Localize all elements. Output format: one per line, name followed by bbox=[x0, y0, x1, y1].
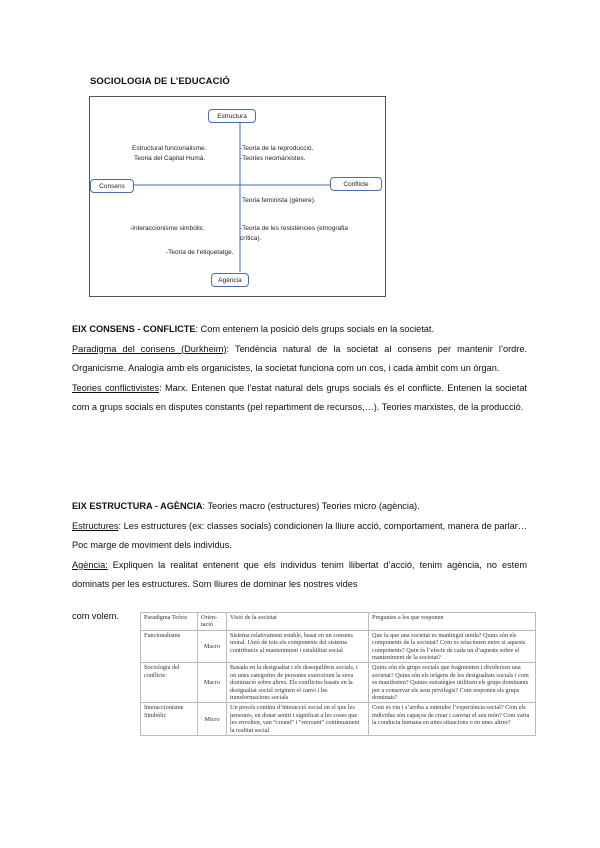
cell-questions: Com es viu i s’arriba a entendre l’experiència social? Com els individus són capaços de crear i canviar el seu món? Com varia la conducta humana en unes situacions o en unes altres? bbox=[369, 703, 536, 736]
cell-orient: Micro bbox=[198, 703, 227, 736]
term-estructures: Estructures bbox=[72, 520, 119, 531]
cell-vision: Sistema relativament estable, basat en un consens moral. Unió de tots els components del sistema contribueix al manteniment i estabilitat social bbox=[227, 630, 369, 663]
header-orientacio: Orien-tació bbox=[198, 613, 227, 631]
heading-eix-consens: EIX CONSENS - CONFLICTE bbox=[72, 324, 196, 334]
axes-diagram bbox=[89, 96, 386, 297]
header-preguntes: Preguntes a les que responen bbox=[369, 613, 536, 631]
cell-questions: Que fa que una societat es mantingui unida? Quins són els components de la societat? Com es relacionen entre si aquests components? Quin és l’efecte de cada un d’aquests sobre el manteniment de la societat? bbox=[369, 630, 536, 663]
label-estructural-funcionalisme: Estructural funcionalisme. bbox=[132, 145, 207, 152]
cell-orient: Macro bbox=[198, 663, 227, 703]
heading-eix-estructura: EIX ESTRUCTURA - AGÈNCIA bbox=[72, 501, 203, 511]
page-title: SOCIOLOGIA DE L’EDUCACIÓ bbox=[90, 76, 230, 87]
paragraph-tail: com volem. bbox=[72, 611, 119, 621]
node-estructura: Estructura bbox=[208, 109, 256, 123]
label-interaccionisme: -Interaccionisme simbòlic. bbox=[130, 225, 205, 232]
label-feminista: Teoria feminista (gènere). bbox=[242, 197, 316, 204]
cell-vision: Un procés continu d’interacció social en el que les persones, en donar sentit i significat a les coses que les envolten, van “creant” i “recreant” contínuament la realitat social bbox=[227, 703, 369, 736]
cell-questions: Quins són els grups socials que fragmenten i divideixen una societat? Quins són els orígens de les desigualtats socials i com es manifesten? Quines estratègies utilitzen els grups dominants per a conservar els seus privilegis? Com responen els grups dominats? bbox=[369, 663, 536, 703]
term-teories-conflictivistes: Teories conflictivistes bbox=[72, 382, 160, 393]
table-row bbox=[141, 703, 536, 736]
node-conflicte: Conflicte bbox=[330, 177, 382, 191]
paradigms-table bbox=[140, 612, 536, 736]
term-paradigma-consens: Paradigma del consens (Durkheim) bbox=[72, 343, 227, 354]
cell-paradigm: Funcionalisme bbox=[141, 630, 198, 663]
label-etiquetatge: -Teoria de l’etiquetatge. bbox=[166, 249, 234, 256]
node-consens: Consens bbox=[90, 179, 134, 193]
cell-paradigm: Interaccionisme Simbòlic bbox=[141, 703, 198, 736]
paragraph-eix-consens: EIX CONSENS - CONFLICTE: Com entenem la posició dels grups socials en la societat. Paradigma del consens (Durkheim): Tendència natural de la societat al consens per mantenir l’ordre. Organicisme. Analogia amb els organicistes, la societat funciona com un cos, i cada àmbit com un òrgan. Teories conflictivistes: Marx. Entenen que l’estat natural dels grups socials és el conflicte. Entenen la societat com a grups socials en disputes constants (pel repartiment de recursos,…). Teories marxistes, de la producció. bbox=[72, 324, 528, 412]
cell-paradigm: Sociologia del conflicte bbox=[141, 663, 198, 703]
paragraph-eix-estructura: EIX ESTRUCTURA - AGÈNCIA: Teories macro (estructures) Teories micro (agència). Estructures: Les estructures (ex: classes socials) condicionen la lliure acció, comportament, manera de parlar… Poc marge de moviment dels individus. Agència: Expliquen la realitat entenent que els individus tenim llibertat d’acció, tenim agència, no estem dominats per les estructures. Som lliures de dominar les nostres vides bbox=[72, 501, 527, 589]
diagram-axes bbox=[90, 97, 387, 298]
node-agencia: Agència bbox=[211, 273, 249, 287]
header-paradigma: Paradigma Teòric bbox=[141, 613, 198, 631]
label-reproduccio: -Teoria de la reproducció. bbox=[240, 145, 314, 152]
term-agencia: Agència: bbox=[72, 559, 108, 570]
header-visio: Visió de la societat bbox=[227, 613, 369, 631]
cell-vision: Basada en la desigualtat i els desequilibris socials, i on unes categories de persones exerceixen la seva dominació sobre altres. Els conflictes basats en la desigualtat social originen el canvi i les transformacions socials bbox=[227, 663, 369, 703]
label-etnografia-critica: crítica). bbox=[240, 235, 262, 242]
label-neomarxistes: -Teories neomarxistes. bbox=[240, 155, 306, 162]
table-row bbox=[141, 630, 536, 663]
table-row bbox=[141, 663, 536, 703]
cell-orient: Macro bbox=[198, 630, 227, 663]
table-header-row bbox=[141, 613, 536, 631]
label-capital-huma: Teoria del Capital Humà. bbox=[134, 155, 206, 162]
label-resistencies: -Teoria de les resistències (etnografia bbox=[240, 225, 349, 232]
